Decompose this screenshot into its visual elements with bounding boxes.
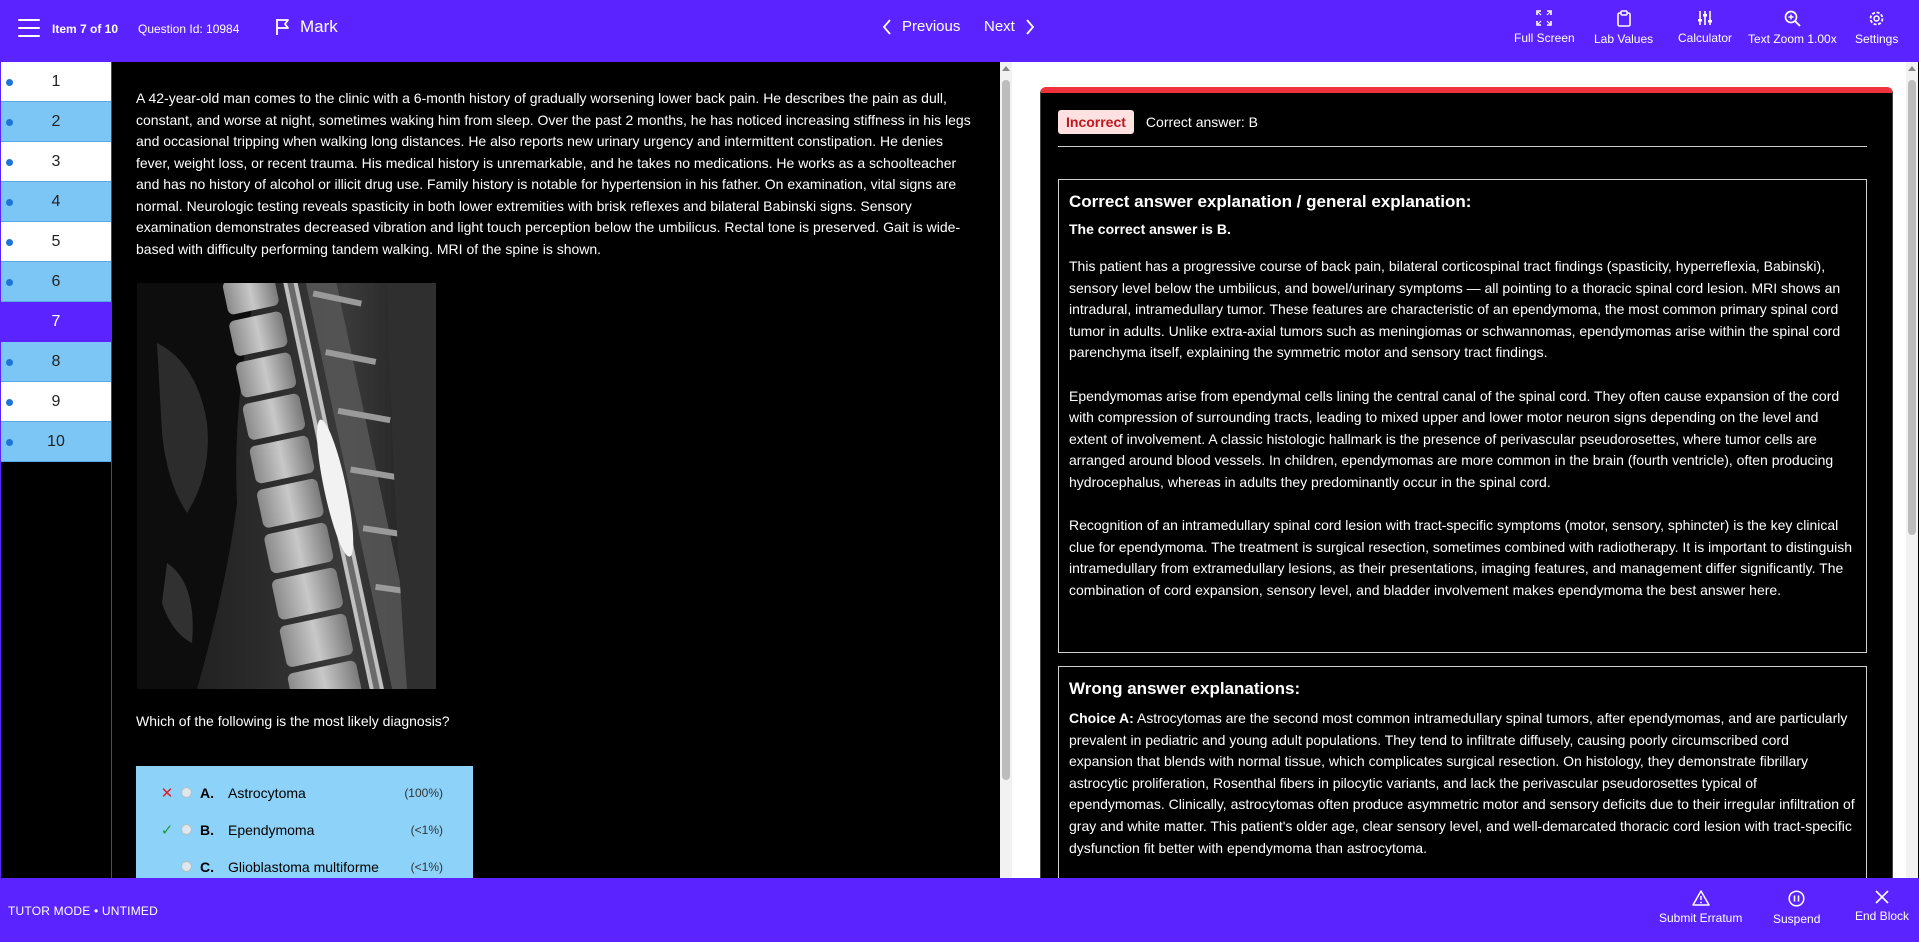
previous-button[interactable] [882,18,960,35]
answer-text: Ependymoma [228,821,315,838]
nav-item-4[interactable]: 4 [1,182,111,222]
menu-icon[interactable] [18,19,40,37]
question-stem: A 42-year-old man comes to the clinic with a 6-month history of gradually worsening lower back pain. He describes the pain as dull, constant, and worse at night, sometimes waking him from sleep. Over the past 2 months, he has noticed increasing stiffness in his legs and occasional tripping when walking long distances. He also reports new urinary urgency and intermittent constipation. He denies fever, weight loss, or recent trauma. His medical history is unremarkable, and he takes no medications. He works as a schoolteacher and has no history of alcohol or illicit drug use. Family history is notable for hypertension in his father. On examination, vital signs are normal. Neurologic testing reveals spasticity in both lower extremities with brisk reflexes and bilateral Babinski signs. Sensory examination demonstrates decreased vibration and light touch perception below the umbilicus. Rectal tone is preserved. Gait is wide-based with difficulty performing tandem walking. MRI of the spine is shown. [136,90,971,257]
mri-image-graphic [137,283,436,689]
correct-check-icon: ✓ [160,821,174,839]
answer-percent: (<1%) [410,822,443,837]
item-counter: Item 7 of 10 [52,22,119,36]
answer-radio[interactable] [181,861,192,872]
unanswered-dot [6,119,13,126]
unanswered-dot [6,79,13,86]
pause-circle-icon [1788,890,1805,907]
wrong-explanation-box [1058,666,1867,878]
answer-radio[interactable] [181,787,192,798]
submit-erratum-label: Submit Erratum [1659,911,1743,925]
status-badge: Incorrect [1058,110,1134,134]
answer-choices [136,766,473,878]
answer-choice-a[interactable] [136,774,473,811]
fullscreen-icon [1536,10,1552,26]
answer-letter: A. [200,784,214,801]
suspend-button[interactable] [1773,890,1820,926]
nav-item-3[interactable]: 3 [1,142,111,182]
answer-choice-b[interactable] [136,811,473,848]
mark-label: Mark [300,17,338,36]
nav-item-10[interactable]: 10 [1,422,111,462]
answer-percent: (<1%) [410,859,443,874]
suspend-label: Suspend [1773,912,1821,926]
gear-icon [1868,10,1885,27]
explanation-scrollbar[interactable] [1906,62,1918,878]
settings-button[interactable] [1855,10,1898,46]
lab-values-label: Lab Values [1594,32,1654,46]
nav-item-9[interactable]: 9 [1,382,111,422]
unanswered-dot [6,439,13,446]
full-screen-label: Full Screen [1514,31,1575,45]
end-block-button[interactable] [1855,890,1909,923]
result-row [1058,110,1258,134]
mark-button[interactable] [274,17,338,37]
choice-a-explanation [1069,708,1856,859]
next-button[interactable] [984,18,1035,35]
choice-a-text: Astrocytomas are the second most common intramedullary spinal tumors, after ependymomas, and are particularly prevalent in pediatric and young adult populations. They tend to infiltrate diffusely, causing poorly circumscribed cord expansion that blends with normal tissue, which complicates surgical resection. On histology, they demonstrate fibrillary astrocytic proliferation, Rosenthal fibers in pilocytic variants, and lack the perivascular pseudorosettes typical of ependymomas. Clinically, astrocytomas often produce asymmetric motor and sensory deficits due to their irregular infiltration of gray and white matter. This patient's older age, clear sensory level, and well-demarcated thoracic cord lesion with tract-specific dysfunction fit better with ependymoma than astrocytoma. [1069,710,1855,856]
scroll-up-icon[interactable] [1908,66,1916,71]
chevron-left-icon [882,19,892,35]
scrollbar-thumb[interactable] [1908,80,1916,535]
answer-letter: C. [200,858,214,875]
choice-a-label: Choice A: [1069,710,1134,726]
nav-item-2[interactable]: 2 [1,102,111,142]
calculator-button[interactable] [1678,10,1732,45]
explanation-pane [1012,62,1906,878]
chevron-right-icon [1025,19,1035,35]
explanation-paragraph: Recognition of an intramedullary spinal cord lesion with tract-specific symptoms (motor, sensory, sphincter) is the key clinical clue for ependymoma. The treatment is surgical resection, sometimes combined with radiotherapy. It is important to distinguish intramedullary from extramedullary lesions, as their presentations, imaging features, and management differ significantly. The combination of cord expansion, sensory level, and bladder involvement makes ependymoma the best answer here. [1069,517,1853,598]
submit-erratum-button[interactable] [1659,890,1742,925]
answer-letter: B. [200,821,214,838]
question-id: Question Id: 10984 [138,22,240,36]
explanation-card [1040,87,1893,878]
nav-item-1[interactable]: 1 [1,62,111,102]
mode-label: TUTOR MODE • UNTIMED [8,904,158,918]
calculator-label: Calculator [1678,31,1733,45]
lab-values-button[interactable] [1594,10,1653,46]
bottom-toolbar [0,878,1919,942]
full-screen-button[interactable] [1514,10,1575,45]
previous-label: Previous [902,18,961,35]
question-pane [113,62,1000,878]
nav-item-5[interactable]: 5 [1,222,111,262]
unanswered-dot [6,399,13,406]
question-prompt: Which of the following is the most likely diagnosis? [136,713,450,729]
clipboard-icon [1617,10,1631,27]
unanswered-dot [6,239,13,246]
general-explanation-title: Correct answer explanation / general explanation: [1069,192,1472,211]
close-icon [1875,890,1889,904]
next-label: Next [984,18,1015,35]
scrollbar-thumb[interactable] [1002,80,1010,780]
answer-text: Glioblastoma multiforme [228,858,379,875]
wrong-explanation-title: Wrong answer explanations: [1069,679,1301,698]
unanswered-dot [6,359,13,366]
answer-choice-c[interactable] [136,848,473,878]
explanation-paragraph: Ependymomas arise from ependymal cells lining the central canal of the spinal cord. They often cause expansion of the cord with compression of surrounding tracts, leading to mixed upper and lower motor neuron signs depending on the level and extent of involvement. A classic histologic hallmark is the presence of perivascular pseudorosettes, where tumor cells are arranged around blood vessels. In children, ependymomas are more common in the brain (fourth ventricle), often producing hydrocephalus, whereas in adults they predominantly occur in the spinal cord. [1069,387,1840,490]
answer-text: Astrocytoma [228,784,306,801]
divider [1058,146,1867,147]
explanation-paragraph: This patient has a progressive course of back pain, bilateral corticospinal tract findings (spasticity, hyperreflexia, Babinski), sensory level below the umbilicus, and bowel/urinary symptoms — all pointing to a thoracic spinal cord lesion. MRI shows an intradural, intramedullary tumor. These features are characteristic of an ependymoma, the most common primary spinal cord tumor in adults. Unlike extra-axial tumors such as meningiomas or schwannomas, ependymomas arise within the spinal cord parenchyma itself, explaining the symmetric motor and sensory tract findings. [1069,258,1841,361]
settings-label: Settings [1855,32,1899,46]
nav-item-6[interactable]: 6 [1,262,111,302]
answer-radio[interactable] [181,824,192,835]
zoom-icon [1784,10,1801,27]
unanswered-dot [6,159,13,166]
correct-answer-label: Correct answer: B [1145,114,1258,130]
unanswered-dot [6,199,13,206]
general-explanation-box [1058,179,1867,653]
question-navigator [0,62,112,878]
nav-item-8[interactable]: 8 [1,342,111,382]
text-zoom-button[interactable] [1748,10,1837,46]
end-block-label: End Block [1855,909,1910,923]
unanswered-dot [6,279,13,286]
correct-answer-lead: The correct answer is B. [1069,221,1231,237]
incorrect-x-icon: ✕ [160,784,174,802]
text-zoom-label: Text Zoom 1.00x [1748,32,1837,46]
nav-item-7[interactable]: 7 [1,302,111,342]
flag-icon [274,18,292,36]
mri-spine-image [137,283,436,689]
sliders-icon [1697,10,1713,26]
top-toolbar [0,0,1919,62]
scroll-up-icon[interactable] [1002,66,1010,71]
question-scrollbar[interactable] [1000,62,1012,878]
warning-icon [1692,890,1710,906]
answer-percent: (100%) [404,785,443,800]
